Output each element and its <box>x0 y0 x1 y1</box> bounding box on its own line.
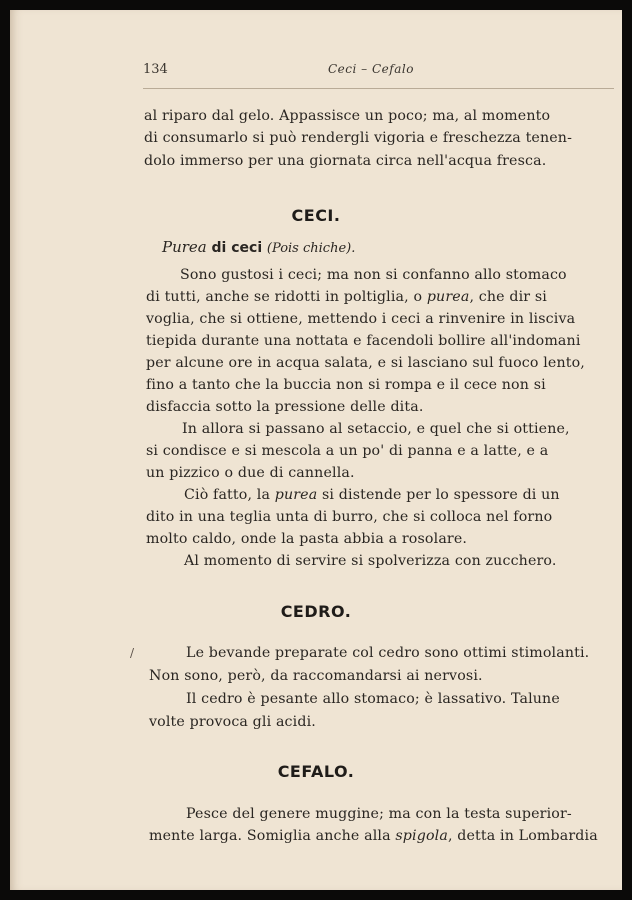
text-line: dito in una teglia unta di burro, che si colloca nel forno <box>146 509 553 525</box>
text-line: volte provoca gli acidi. <box>149 714 316 730</box>
book-page <box>10 10 622 890</box>
italic-word: purea <box>274 487 318 503</box>
italic-word: purea <box>426 289 470 305</box>
text-line: Sono gustosi i ceci; ma non si confanno allo stomaco <box>180 267 567 283</box>
text-line: Pesce del genere muggine; ma con la testa superior- <box>186 806 572 822</box>
subtitle-italic: Purea <box>162 238 207 256</box>
heading-ceci: CECI. <box>291 206 341 225</box>
text-line <box>149 826 598 846</box>
text-line: si condisce e si mescola a un po' di panna e a latte, e a <box>146 443 549 459</box>
text-line: Il cedro è pesante allo stomaco; è lassativo. Talune <box>186 691 560 707</box>
text-span: si distende per lo spessore di un <box>317 487 560 503</box>
running-head <box>10 62 622 82</box>
text-line: In allora si passano al setaccio, e quel che si ottiene, <box>182 421 570 437</box>
recipe-subtitle <box>162 238 355 256</box>
text-line <box>184 485 560 505</box>
text-span: Ciò fatto, la <box>184 487 275 503</box>
text-line: Non sono, però, da raccomandarsi ai nervosi. <box>149 668 483 684</box>
subtitle-bold: di ceci <box>211 240 263 256</box>
intro-line: dolo immerso per una giornata circa nell'acqua fresca. <box>144 153 547 169</box>
text-span: , detta in Lombardia <box>447 828 598 844</box>
text-line: Al momento di servire si spolverizza con zucchero. <box>184 553 557 569</box>
text-line: Le bevande preparate col cedro sono ottimi stimolanti. <box>186 645 590 661</box>
text-line: tiepida durante una nottata e facendoli bollire all'indomani <box>146 333 581 349</box>
italic-word: spigola <box>395 828 448 844</box>
text-line: molto caldo, onde la pasta abbia a rosolare. <box>146 531 468 547</box>
text-line <box>146 287 547 307</box>
text-line: voglia, che si ottiene, mettendo i ceci a rinvenire in lisciva <box>146 311 576 327</box>
header-rule <box>143 88 614 89</box>
text-span: di tutti, anche se ridotti in poltiglia, o <box>146 289 427 305</box>
running-title: Ceci – Cefalo <box>328 62 414 76</box>
text-span: , che dir si <box>469 289 547 305</box>
heading-cedro: CEDRO. <box>280 602 352 621</box>
margin-mark: / <box>130 646 135 660</box>
intro-line: al riparo dal gelo. Appassisce un poco; ma, al momento <box>144 108 551 124</box>
page-number: 134 <box>143 62 168 77</box>
text-line: per alcune ore in acqua salata, e si lasciano sul fuoco lento, <box>146 355 585 371</box>
text-line: un pizzico o due di cannella. <box>146 465 355 481</box>
subtitle-paren: (Pois chiche). <box>266 241 356 256</box>
text-line: fino a tanto che la buccia non si rompa e il cece non si <box>146 377 546 393</box>
intro-line: di consumarlo si può rendergli vigoria e freschezza tenen- <box>144 130 573 146</box>
text-span: mente larga. Somiglia anche alla <box>149 828 396 844</box>
text-line: disfaccia sotto la pressione delle dita. <box>146 399 424 415</box>
heading-cefalo: CEFALO. <box>277 762 355 781</box>
